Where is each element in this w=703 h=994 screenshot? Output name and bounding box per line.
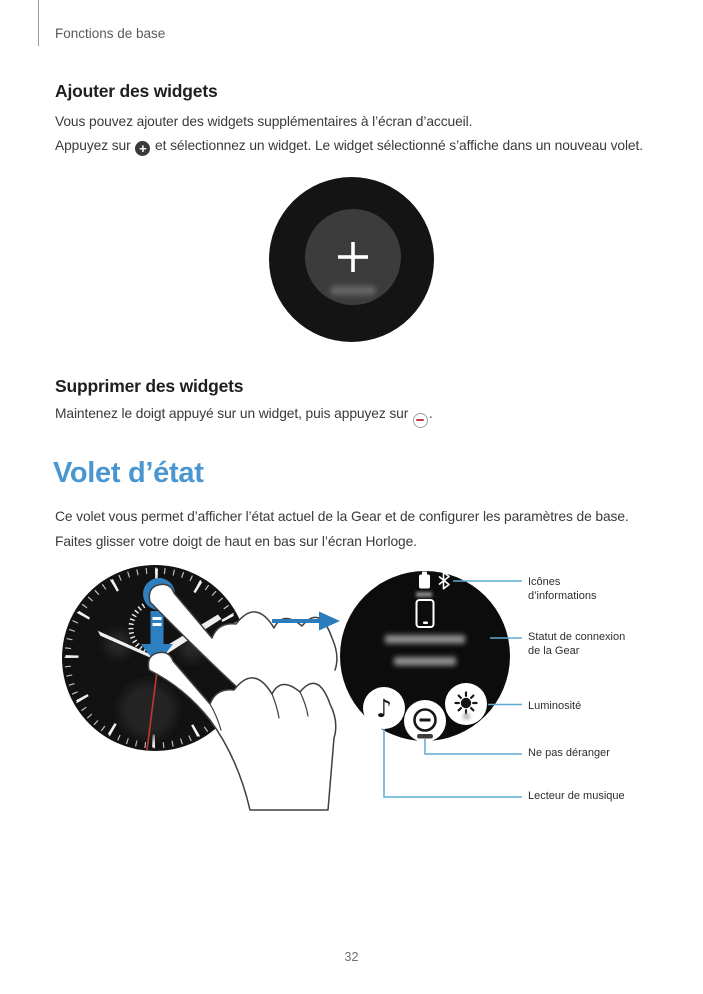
- brightness-icon: [456, 693, 477, 714]
- add-widgets-paragraph-1: Vous pouvez ajouter des widgets supplémentaires à l’écran d’accueil.: [55, 114, 473, 129]
- chapter-title-status-panel: Volet d’état: [53, 457, 204, 489]
- blurred-sub-glyph: [463, 714, 470, 720]
- chapter-breadcrumb: Fonctions de base: [55, 26, 166, 41]
- add-widget-watch-illustration: [268, 176, 435, 343]
- text-before-remove-icon: Maintenez le doigt appuyé sur un widget, puis appuyez sur: [55, 406, 412, 421]
- remove-widgets-paragraph: [55, 406, 433, 428]
- remove-circle-icon: [413, 413, 428, 428]
- callout-music-player: Lecteur de musique: [528, 790, 625, 802]
- blurred-battery-level: [416, 592, 432, 597]
- brightness-button: [445, 683, 487, 725]
- figure-status-panel: [40, 558, 703, 820]
- text-after-add-icon: et sélectionnez un widget. Le widget sélectionné s’affiche dans un nouveau volet.: [151, 138, 643, 153]
- figure-add-widget-watch: [268, 176, 435, 343]
- callout-brightness: Luminosité: [528, 700, 582, 712]
- text-after-remove-icon: .: [428, 406, 433, 421]
- page-number: 32: [344, 950, 359, 964]
- header-rule: [38, 0, 39, 46]
- status-panel-paragraph-2: Faites glisser votre doigt de haut en bas sur l’écran Horloge.: [55, 534, 417, 549]
- minus-bar: [416, 419, 424, 421]
- blurred-connection-text-1: [385, 635, 465, 644]
- callout-info-icons: Icônes d’informations: [528, 576, 597, 602]
- status-panel-screen: [340, 571, 510, 742]
- section-title-add-widgets: Ajouter des widgets: [55, 81, 218, 101]
- do-not-disturb-indicator-bar: [417, 734, 433, 739]
- section-title-remove-widgets: Supprimer des widgets: [55, 376, 244, 396]
- status-panel-illustration: [40, 558, 703, 820]
- add-circle-icon: +: [135, 141, 150, 156]
- text-before-add-icon: Appuyez sur: [55, 138, 135, 153]
- blurred-caption: [330, 286, 376, 295]
- callout-do-not-disturb: Ne pas déranger: [528, 747, 610, 759]
- music-player-button: [363, 687, 405, 729]
- add-widgets-paragraph-2: [55, 138, 643, 156]
- do-not-disturb-button: [404, 700, 446, 742]
- callout-connection-status: Statut de connexion de la Gear: [528, 631, 626, 657]
- status-panel-paragraph-1: Ce volet vous permet d’afficher l’état actuel de la Gear et de configurer les paramètres de base.: [55, 509, 629, 524]
- blurred-connection-text-2: [394, 657, 456, 666]
- music-note-icon: ♪: [376, 694, 392, 723]
